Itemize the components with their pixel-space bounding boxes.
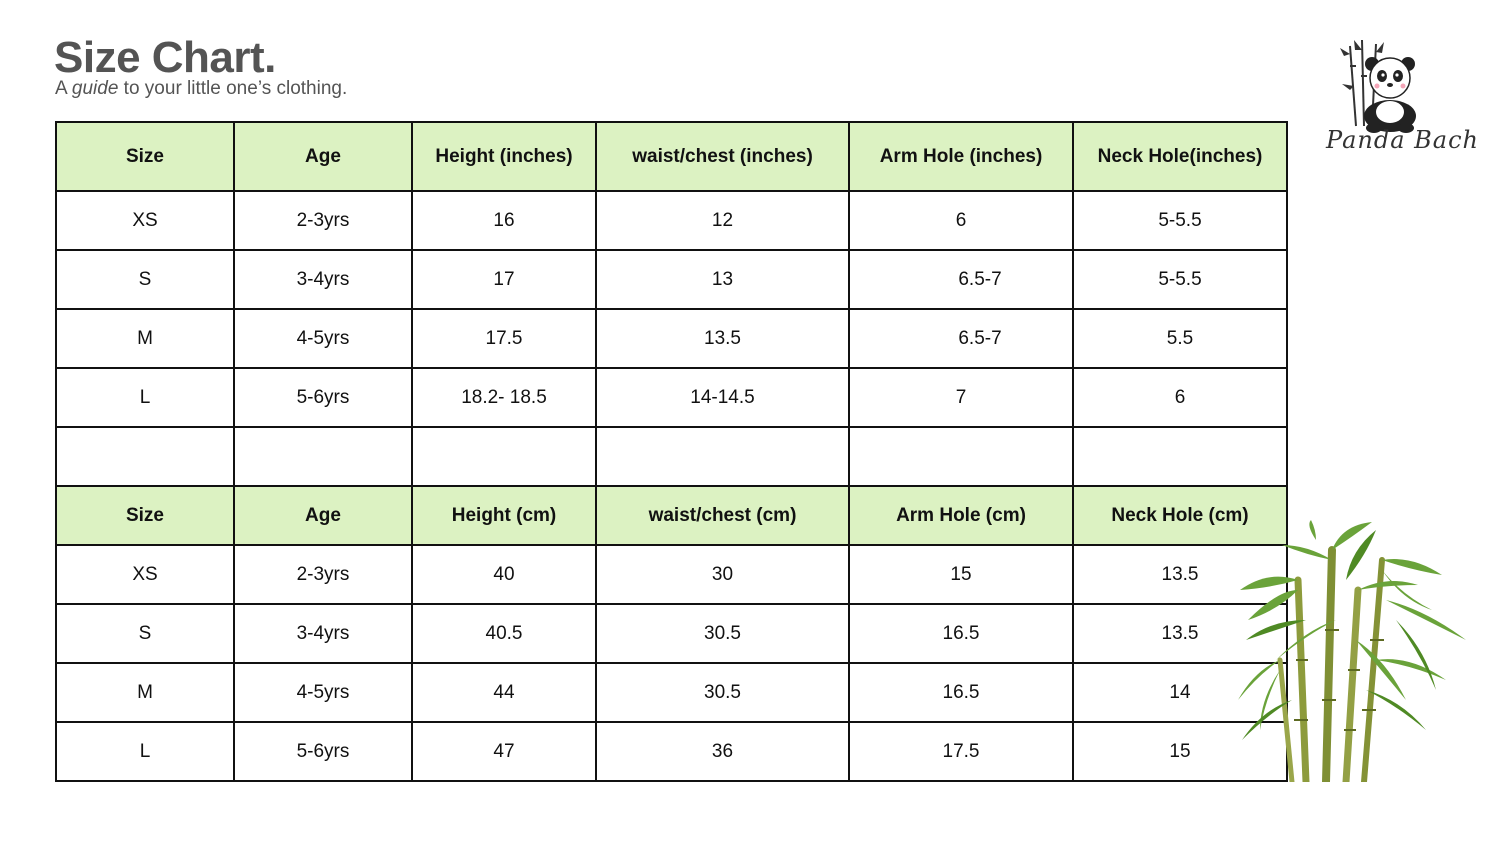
- header-cell: waist/chest (cm): [596, 486, 849, 545]
- subtitle-prefix: A: [55, 78, 72, 99]
- empty-cell: [412, 427, 596, 486]
- table-cell: XS: [56, 191, 234, 250]
- table-cell: 6.5-7: [849, 250, 1073, 309]
- table-cell: 47: [412, 722, 596, 781]
- subtitle-emphasis: guide: [71, 78, 119, 99]
- size-chart-table: [55, 121, 1288, 782]
- table-cell: 15: [849, 545, 1073, 604]
- header-cell: Age: [234, 486, 412, 545]
- empty-cell: [56, 427, 234, 486]
- table-row: [56, 722, 1287, 781]
- table-cell: L: [56, 368, 234, 427]
- table-cell: S: [56, 250, 234, 309]
- table-cell: 4-5yrs: [234, 309, 412, 368]
- table-cell: 2-3yrs: [234, 191, 412, 250]
- table-cell: 5-6yrs: [234, 722, 412, 781]
- page-subtitle: [55, 77, 347, 101]
- table-cell: 4-5yrs: [234, 663, 412, 722]
- table-row: [56, 604, 1287, 663]
- table-cell: 17: [412, 250, 596, 309]
- table-cell: 3-4yrs: [234, 250, 412, 309]
- table-cell: L: [56, 722, 234, 781]
- table-cell: 30.5: [596, 604, 849, 663]
- header-cell: Height (inches): [412, 122, 596, 191]
- table-cell: 17.5: [412, 309, 596, 368]
- table-cell: 5.5: [1073, 309, 1287, 368]
- header-cell: Arm Hole (cm): [849, 486, 1073, 545]
- header-cell: waist/chest (inches): [596, 122, 849, 191]
- header-cell: Height (cm): [412, 486, 596, 545]
- table-cell: 13: [596, 250, 849, 309]
- table-cell: 5-5.5: [1073, 250, 1287, 309]
- table-row: [56, 545, 1287, 604]
- header-cell: Size: [56, 122, 234, 191]
- header-cell: Size: [56, 486, 234, 545]
- table-cell: 3-4yrs: [234, 604, 412, 663]
- cm-header-row: [56, 486, 1287, 545]
- table-cell: 13.5: [1073, 604, 1287, 663]
- header-cell: Neck Hole(inches): [1073, 122, 1287, 191]
- table-cell: 40.5: [412, 604, 596, 663]
- empty-cell: [849, 427, 1073, 486]
- table-row: [56, 191, 1287, 250]
- header-cell: Arm Hole (inches): [849, 122, 1073, 191]
- table-cell: XS: [56, 545, 234, 604]
- header-cell: Neck Hole (cm): [1073, 486, 1287, 545]
- table-cell: 6: [849, 191, 1073, 250]
- table-row: [56, 250, 1287, 309]
- table-cell: S: [56, 604, 234, 663]
- table-cell: 16.5: [849, 663, 1073, 722]
- table-cell: 5-6yrs: [234, 368, 412, 427]
- table-row: [56, 663, 1287, 722]
- table-cell: 16: [412, 191, 596, 250]
- table-cell: 17.5: [849, 722, 1073, 781]
- empty-cell: [234, 427, 412, 486]
- table-cell: 5-5.5: [1073, 191, 1287, 250]
- table-cell: 6.5-7: [849, 309, 1073, 368]
- subtitle-suffix: to your little one’s clothing.: [118, 78, 348, 99]
- table-cell: 14: [1073, 663, 1287, 722]
- bamboo-plant-icon: [1236, 520, 1476, 782]
- table-cell: M: [56, 663, 234, 722]
- table-row: [56, 309, 1287, 368]
- page-title: Size Chart.: [54, 33, 276, 82]
- table-cell: 15: [1073, 722, 1287, 781]
- table-cell: 14-14.5: [596, 368, 849, 427]
- table-cell: 7: [849, 368, 1073, 427]
- table-cell: 30.5: [596, 663, 849, 722]
- table-cell: 44: [412, 663, 596, 722]
- table-cell: 12: [596, 191, 849, 250]
- table-row: [56, 368, 1287, 427]
- table-cell: 6: [1073, 368, 1287, 427]
- empty-cell: [1073, 427, 1287, 486]
- table-cell: 40: [412, 545, 596, 604]
- empty-cell: [596, 427, 849, 486]
- table-cell: 2-3yrs: [234, 545, 412, 604]
- brand-name: Panda Bach: [1326, 126, 1479, 154]
- header-cell: Age: [234, 122, 412, 191]
- table-cell: 13.5: [1073, 545, 1287, 604]
- table-cell: 16.5: [849, 604, 1073, 663]
- table-cell: 13.5: [596, 309, 849, 368]
- table-cell: 18.2- 18.5: [412, 368, 596, 427]
- spacer-row: [56, 427, 1287, 486]
- table-cell: 36: [596, 722, 849, 781]
- table-cell: M: [56, 309, 234, 368]
- inches-header-row: [56, 122, 1287, 191]
- table-cell: 30: [596, 545, 849, 604]
